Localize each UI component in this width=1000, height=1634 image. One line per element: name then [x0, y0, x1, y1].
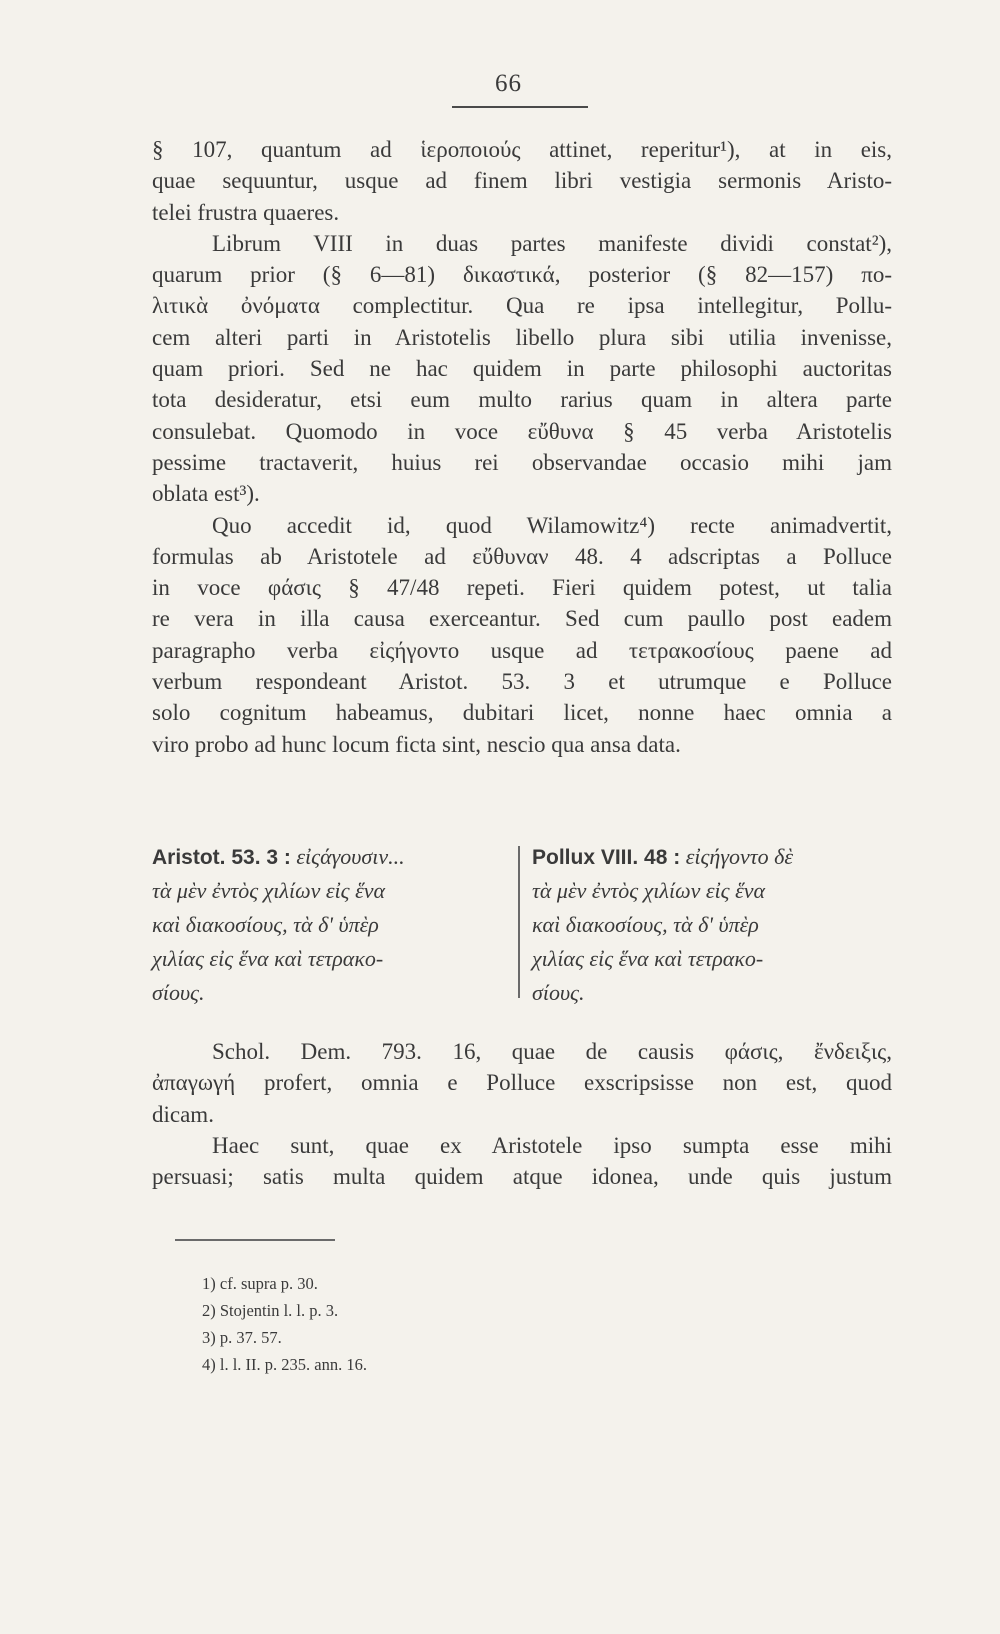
greek-line: χιλίας εἰς ἕνα καὶ τετρακο-: [152, 946, 384, 971]
text-line: persuasi; satis multa quidem atque idonea, unde quis justum: [152, 1164, 892, 1190]
footnote: 2) Stojentin l. l. p. 3.: [202, 1301, 339, 1320]
text-line: quae sequuntur, usque ad finem libri vestigia sermonis Aristo-: [152, 168, 892, 194]
text-line: λιτικὰ ὀνόματα complectitur. Qua re ipsa intellegitur, Pollu-: [152, 293, 892, 319]
greek-line: καὶ διακοσίους, τὰ δ' ὑπὲρ: [532, 912, 759, 937]
text-line: re vera in illa causa exerceantur. Sed cum paullo post eadem: [152, 606, 892, 632]
text-line: cem alteri parti in Aristotelis libello plura sibi utilia invenisse,: [152, 324, 892, 350]
text-line: ἀπαγωγή profert, omnia e Polluce exscripsisse non est, quod: [152, 1070, 892, 1096]
header-rule: [452, 106, 588, 108]
text-line: Librum VIII in duas partes manifeste dividi constat²),: [212, 230, 892, 256]
text-line: in voce φάσις § 47/48 repeti. Fieri quidem potest, ut talia: [152, 575, 892, 601]
main-paragraph: [152, 134, 892, 760]
footnote: 1) cf. supra p. 30.: [202, 1274, 318, 1293]
pollux-heading: Pollux VIII. 48 :: [532, 846, 681, 869]
text-line: viro probo ad hunc locum ficta sint, nescio qua ansa data.: [152, 731, 681, 757]
text-line: dicam.: [152, 1101, 214, 1127]
greek-line: χιλίας εἰς ἕνα καὶ τετρακο-: [532, 946, 764, 971]
greek-line: εἰςήγοντο δὲ: [685, 844, 794, 869]
text-line: consulebat. Quomodo in voce εὔθυνα § 45 verba Aristotelis: [152, 418, 892, 444]
column-divider: [518, 846, 520, 998]
footnote-rule: [175, 1239, 335, 1241]
greek-line: καὶ διακοσίους, τὰ δ' ὑπὲρ: [152, 912, 379, 937]
footnote: 4) l. l. II. p. 235. ann. 16.: [202, 1355, 367, 1374]
text-line: paragrapho verba εἰςήγοντο usque ad τετρακοσίους paene ad: [152, 637, 892, 663]
text-line: telei frustra quaeres.: [152, 199, 340, 225]
greek-line: τὰ μὲν ἐντὸς χιλίων εἰς ἕνα: [532, 878, 766, 903]
footnotes: [202, 1270, 367, 1378]
pollux-column: [532, 840, 892, 1010]
footnote: 3) p. 37. 57.: [202, 1328, 282, 1347]
greek-line: σίους.: [152, 980, 205, 1005]
aristotle-heading: Aristot. 53. 3 :: [152, 846, 291, 869]
text-line: Quo accedit id, quod Wilamowitz⁴) recte animadvertit,: [212, 512, 892, 538]
text-line: pessime tractaverit, huius rei observandae occasio mihi jam: [152, 449, 892, 475]
comparison-columns: [152, 840, 892, 1010]
text-line: oblata est³).: [152, 481, 260, 507]
greek-line: τὰ μὲν ἐντὸς χιλίων εἰς ἕνα: [152, 878, 386, 903]
text-line: solo cognitum habeamus, dubitari licet, nonne haec omnia a: [152, 700, 892, 726]
page-number: 66: [495, 70, 522, 97]
greek-line: σίους.: [532, 980, 585, 1005]
second-paragraph: [152, 1036, 892, 1192]
text-line: tota desideratur, etsi eum multo rarius quam in altera parte: [152, 387, 892, 413]
text-line: Schol. Dem. 793. 16, quae de causis φάσις, ἔνδειξις,: [212, 1039, 892, 1064]
text-line: quam priori. Sed ne hac quidem in parte philosophi auctoritas: [152, 356, 892, 382]
text-line: § 107, quantum ad ἱεροποιούς attinet, reperitur¹), at in eis,: [152, 137, 892, 162]
text-line: quarum prior (§ 6—81) δικαστικά, posterior (§ 82—157) πο-: [152, 262, 892, 288]
aristotle-column: [152, 840, 504, 1010]
greek-line: εἰςάγουσιν...: [296, 844, 405, 869]
text-line: verbum respondeant Aristot. 53. 3 et utrumque e Polluce: [152, 669, 892, 695]
text-line: Haec sunt, quae ex Aristotele ipso sumpta esse mihi: [212, 1132, 892, 1158]
text-line: formulas ab Aristotele ad εὔθυναν 48. 4 adscriptas a Polluce: [152, 543, 892, 569]
